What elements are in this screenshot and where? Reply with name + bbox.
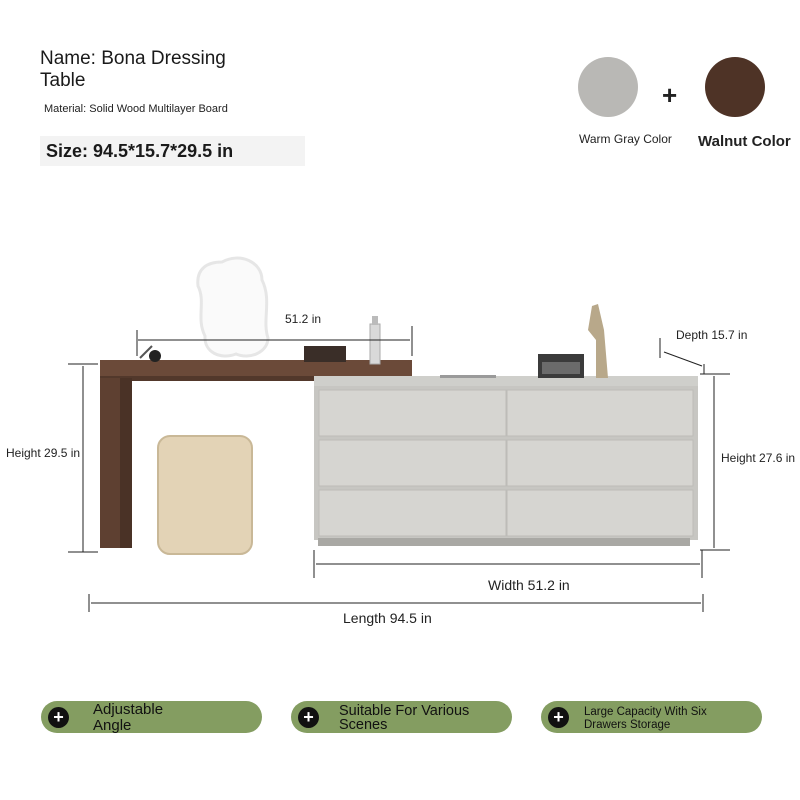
plus-circle-icon: +	[548, 707, 569, 728]
drawer-1	[319, 390, 506, 436]
mirror	[198, 258, 268, 356]
plus-circle-icon: +	[298, 707, 319, 728]
book	[440, 375, 496, 378]
height-left-label: Height 29.5 in	[6, 446, 81, 460]
plus-icon: +	[662, 80, 678, 110]
brush-cup	[149, 350, 161, 362]
plus-circle-icon: +	[48, 707, 69, 728]
desk-leg-shade	[120, 378, 132, 548]
drawer-6	[507, 490, 693, 536]
feature-adjustable-angle	[41, 701, 262, 733]
bottle	[370, 324, 380, 364]
product-name: Name: Bona Dressing Table	[40, 48, 226, 91]
feature-various-scenes	[291, 701, 512, 733]
product-size: Size: 94.5*15.7*29.5 in	[46, 141, 234, 161]
sculpture	[588, 304, 608, 378]
mirror-dimension-label: 51.2 in	[285, 312, 322, 326]
depth-line	[664, 352, 702, 366]
tray-inner	[542, 362, 580, 374]
makeup-box	[304, 346, 346, 362]
feature-label: Large Capacity With Six Drawers Storage	[584, 706, 707, 731]
bottle-cap	[372, 316, 378, 325]
warm-gray-label: Warm Gray Color	[579, 132, 672, 146]
product-material: Material: Solid Wood Multilayer Board	[44, 103, 228, 115]
depth-label: Depth 15.7 in	[676, 328, 748, 342]
cabinet-base	[318, 538, 690, 546]
walnut-label: Walnut Color	[698, 133, 791, 150]
feature-label: Adjustable Angle	[93, 701, 164, 734]
height-right-label: Height 27.6 in	[721, 451, 796, 465]
drawer-4	[507, 440, 693, 486]
feature-label: Suitable For Various Scenes	[339, 703, 470, 733]
length-label: Length 94.5 in	[343, 610, 432, 626]
pouf	[158, 436, 252, 554]
drawer-5	[319, 490, 506, 536]
width-label: Width 51.2 in	[488, 577, 570, 593]
drawer-2	[507, 390, 693, 436]
drawer-3	[319, 440, 506, 486]
feature-six-drawers	[541, 701, 762, 733]
